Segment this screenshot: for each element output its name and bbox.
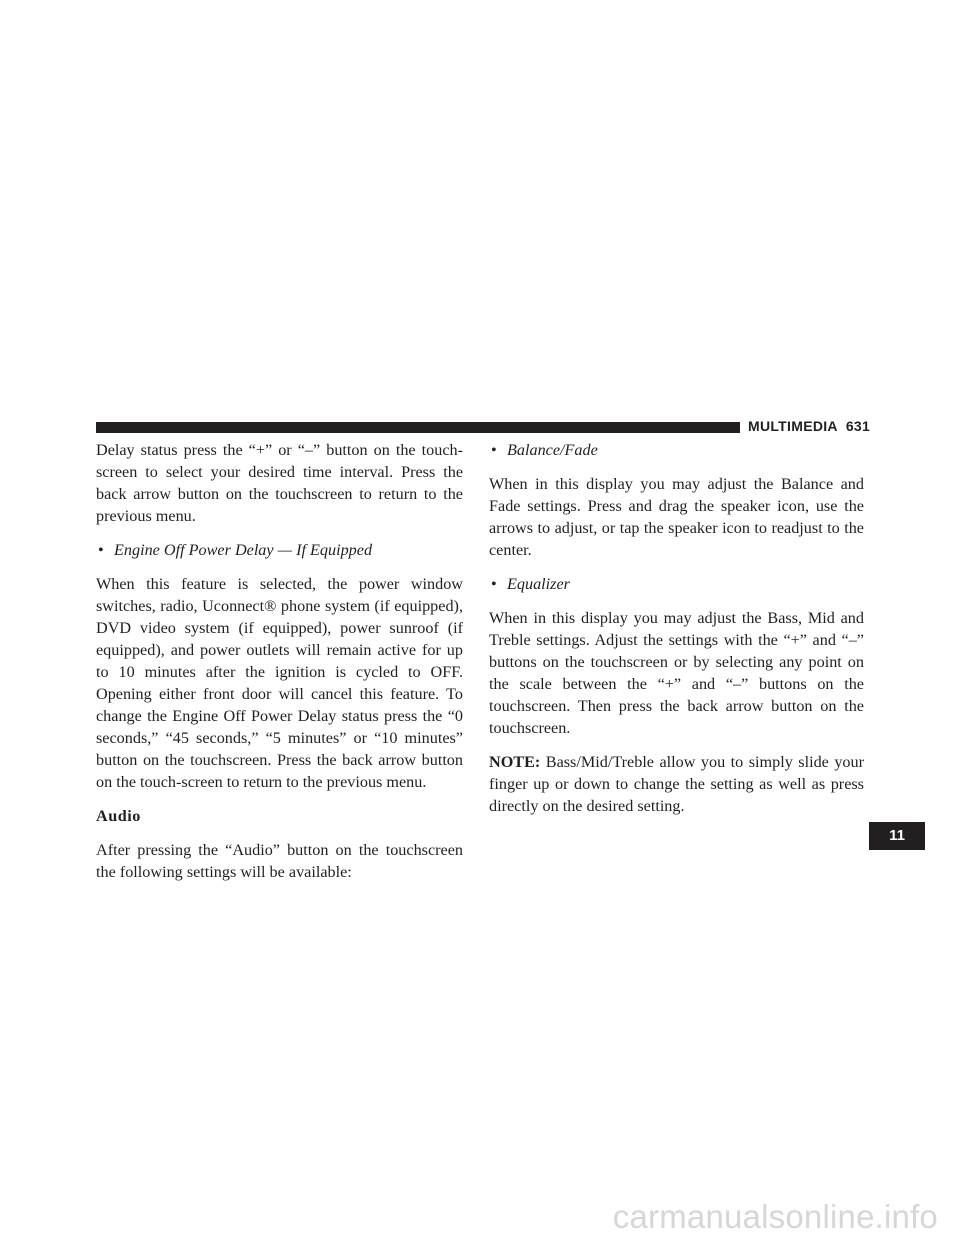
section-heading: Audio — [96, 807, 141, 825]
bullet-item — [96, 539, 463, 561]
bullet-icon: • — [491, 441, 497, 459]
page-header — [748, 418, 870, 434]
bullet-label: Equalizer — [507, 575, 570, 593]
section-tab: 11 — [869, 822, 925, 850]
watermark: carmanualsonline.info — [612, 1198, 938, 1235]
note-label: NOTE: — [489, 753, 541, 771]
note-paragraph — [489, 751, 864, 817]
bullet-label: Balance/Fade — [507, 441, 598, 459]
bullet-icon: • — [98, 541, 104, 559]
bullet-item — [489, 439, 864, 461]
paragraph: When this feature is selected, the power window switches, radio, Uconnect® phone system (if equipped), DVD video system (if equipped), power sunroof (if equipped), and power outlets will remain active for up to 10 minutes after the ignition is cycled to OFF. Opening either front door will cancel this feature. To change the Engine Off Power Delay status press the “0 seconds,” “45 seconds,” “5 minutes” or “10 minutes” button on the touchscreen. Press the back arrow button on the touch-screen to return to the previous menu. — [96, 575, 463, 791]
paragraph: When in this display you may adjust the Balance and Fade settings. Press and drag the speaker icon, use the arrows to adjust, or tap the speaker icon to readjust to the center. — [489, 475, 864, 559]
bullet-label: Engine Off Power Delay — If Equipped — [114, 541, 373, 559]
paragraph: When in this display you may adjust the Bass, Mid and Treble settings. Adjust the settings with the “+” and “–” buttons on the touchscreen or by selecting any point on the scale between the “+” and “–” buttons on the touchscreen. Then press the back arrow button on the touchscreen. — [489, 609, 864, 737]
bullet-icon: • — [491, 575, 497, 593]
bullet-item — [489, 573, 864, 595]
paragraph: After pressing the “Audio” button on the touchscreen the following settings will be available: — [96, 841, 463, 881]
section-title: MULTIMEDIA — [748, 418, 838, 434]
right-column — [489, 439, 864, 829]
left-column — [96, 439, 463, 895]
header-rule — [96, 422, 740, 433]
paragraph: Delay status press the “+” or “–” button on the touch-screen to select your desired time interval. Press the back arrow button on the touchscreen to return to the previous menu. — [96, 441, 463, 525]
page-number: 631 — [845, 418, 871, 434]
note-text: Bass/Mid/Treble allow you to simply slide your finger up or down to change the setting as well as press directly on the desired setting. — [489, 753, 865, 815]
